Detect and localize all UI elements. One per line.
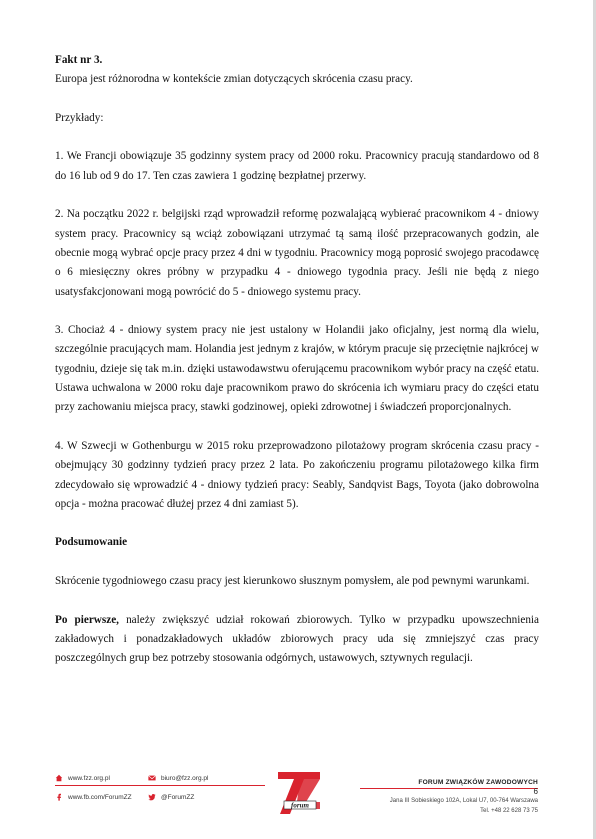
footer-website[interactable]	[55, 774, 110, 782]
summary-text: Skrócenie tygodniowego czasu pracy jest kierunkowo słusznym pomysłem, ale pod pewnymi warunkami.	[55, 575, 530, 588]
summary-title: Podsumowanie	[55, 536, 128, 549]
example-paragraph: 3. Chociaż 4 - dniowy system pracy nie jest ustalony w Holandii jako oficjalny, jest normą dla wielu, szczególnie pracujących mam. Holandia jest jednym z krajów, w którym pracuje się przeciętnie najkrócej w tygodniu, dzieje się tak m.in. dzięki ustawodawstwu oferującemu pracownikom wybór pracy na część etatu. Ustawa uchwalona w 2000 roku daje pracownikom prawo do skrócenia ich wymiaru pracy do części etatu przy zachowaniu miejsca pracy, stawki godzinowej, opieki zdrowotnej i świadczeń proporcjonalnych.	[55, 324, 539, 414]
first-point	[55, 611, 539, 669]
page-number: 6	[533, 787, 538, 796]
example-paragraph: 1. We Francji obowiązuje 35 godzinny system pracy od 2000 roku. Pracownicy pracują standardowo od 8 do 16 lub od 9 do 17. Ten czas zawiera 1 godzinę bezpłatnej przerwy.	[55, 150, 539, 182]
footer-twitter[interactable]	[148, 793, 194, 801]
logo-text: forum	[291, 801, 309, 810]
footer-facebook[interactable]	[55, 793, 132, 801]
document-body	[55, 51, 539, 669]
twitter-icon	[148, 793, 156, 801]
fact-title: Fakt nr 3.	[55, 54, 103, 66]
forum-logo	[276, 770, 322, 816]
intro-text: Europa jest różnorodna w kontekście zmian dotyczących skrócenia czasu pracy.	[55, 73, 413, 86]
footer-facebook-text: www.fb.com/ForumZZ	[68, 793, 132, 801]
footer-website-text: www.fzz.org.pl	[68, 774, 110, 782]
footer-address: Jana III Sobieskiego 102A, Lokal U7, 00-764 Warszawa	[389, 798, 538, 804]
home-icon	[55, 774, 63, 782]
mail-icon	[148, 774, 156, 782]
example-paragraph: 2. Na początku 2022 r. belgijski rząd wprowadził reformę pozwalającą wybierać pracownikom 4 - dniowy system pracy. Pracownicy są wciąż zobowiązani utrzymać tą samą ilość przepracowanych godzin, ale obecnie mogą wybrać opcje pracy przez 4 dni w tygodniu. Pracownicy mogą poprosić swojego pracodawcę o 6 miesięczny okres próbny w przypadku 4 - dniowego tygodnia pracy. Jeśli nie będą z niego usatysfakcjonowani mogą powrócić do 5 - dniowego systemu pracy.	[55, 208, 539, 298]
footer-org-name: FORUM ZWIĄZKÓW ZAWODOWYCH	[418, 779, 538, 786]
facebook-icon	[55, 793, 63, 801]
page-footer	[0, 770, 596, 839]
footer-divider-line	[55, 785, 265, 786]
examples-label: Przykłady:	[55, 111, 104, 124]
footer-email-text: biuro@fzz.org.pl	[161, 774, 209, 782]
first-point-lead: Po pierwsze,	[55, 613, 119, 626]
footer-twitter-text: @ForumZZ	[161, 793, 195, 801]
example-paragraph: 4. W Szwecji w Gothenburgu w 2015 roku przeprowadzono pilotażowy program skrócenia czasu pracy - obejmujący 30 godzinny tydzień pracy przez 2 lata. Po zakończeniu programu pilotażowego kilka firm zdecydowało się wprowadzić 4 - dniowy tydzień pracy: Seably, Sandqvist Bags, Toyota (jako dobrowolna opcja - można pracować dłużej przez 4 dni zamiast 5).	[55, 439, 539, 510]
footer-phone: Tel. +48 22 628 73 75	[480, 808, 538, 814]
footer-org-underline	[360, 788, 538, 789]
footer-email[interactable]	[148, 774, 208, 782]
first-point-text: należy zwiększyć udział rokowań zbiorowych. Tylko w przypadku upowszechnienia zakładowych i ponadzakładowych układów zbiorowych pracy uda się zmniejszyć czas pracy poszczególnych grup bez potrzeby stosowania odgórnych, ustawowych, sztywnych regulacji.	[55, 613, 539, 665]
